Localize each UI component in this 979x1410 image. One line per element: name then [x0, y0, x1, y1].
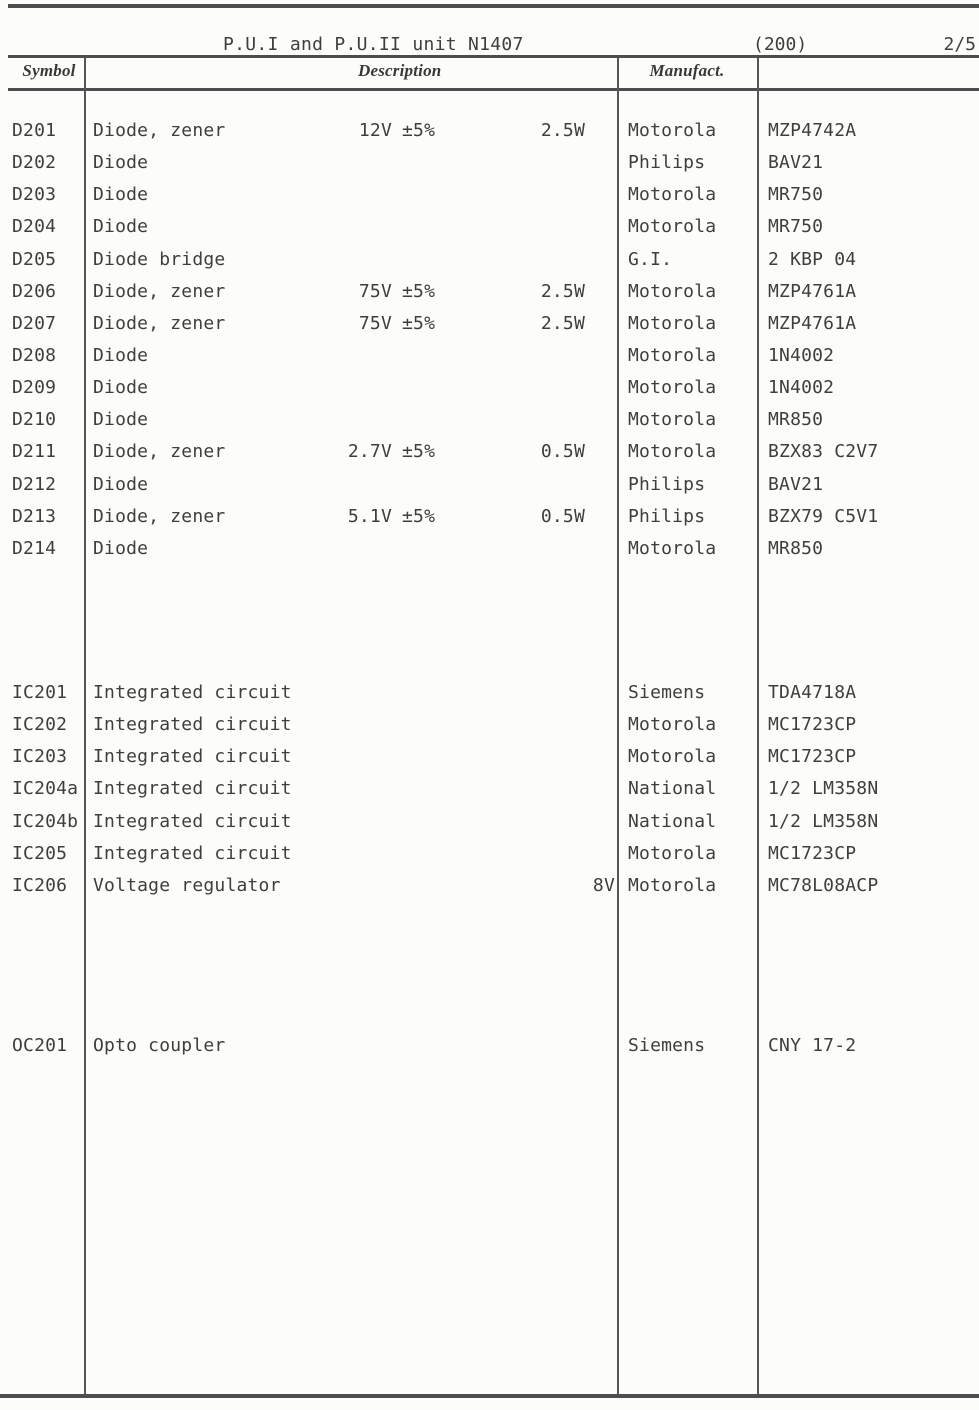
voltage-value: 2.7V [347, 441, 392, 463]
symbol-cell: OC201 [12, 1035, 68, 1056]
table-row [0, 773, 979, 805]
part-number-cell: MR750 [768, 216, 824, 238]
power-value: 0.5W [540, 441, 585, 463]
part-number-cell: BZX83 C2V7 [768, 441, 879, 463]
column-header-symbol: Symbol [22, 61, 76, 80]
top-rule [8, 4, 979, 8]
part-number-cell: 1N4002 [768, 377, 835, 399]
tolerance-value: ±5% [402, 280, 436, 302]
tolerance-value: ±5% [402, 505, 436, 527]
description-cell: Integrated circuit [93, 778, 292, 800]
part-number-cell: MR850 [768, 409, 824, 431]
description-cell: Diode [93, 409, 149, 431]
part-number-cell: 1/2 LM358N [768, 810, 879, 832]
description-cell: Opto coupler [93, 1035, 226, 1056]
rating-value: 8V [592, 874, 615, 896]
part-number-cell: MC1723CP [768, 746, 857, 768]
description-cell: Integrated circuit [93, 810, 292, 832]
table-row [0, 340, 979, 372]
part-number-cell: MC78L08ACP [768, 874, 879, 896]
manufacturer-cell: Motorola [628, 714, 717, 736]
symbol-cell: D209 [12, 377, 57, 399]
symbol-cell: D213 [12, 505, 57, 527]
table-row [0, 115, 979, 147]
part-number-cell: 1N4002 [768, 344, 835, 366]
part-number-cell: TDA4718A [768, 682, 857, 703]
bottom-rule [0, 1394, 979, 1398]
symbol-cell: D212 [12, 473, 57, 495]
symbol-cell: D204 [12, 216, 57, 238]
part-number-cell: MZP4742A [768, 120, 857, 141]
table-row [0, 211, 979, 243]
page-number: 2/5 [943, 34, 976, 55]
description-cell: Diode [93, 473, 149, 495]
symbol-cell: D205 [12, 248, 57, 270]
page-title: P.U.I and P.U.II unit N1407 [223, 34, 524, 55]
tolerance-value: ±5% [402, 441, 436, 463]
voltage-value: 12V [358, 120, 392, 141]
table-row [0, 741, 979, 773]
part-number-cell: MR850 [768, 537, 824, 559]
manufacturer-cell: Philips [628, 505, 706, 527]
table-section-opto-couplers [0, 1030, 979, 1062]
description-cell: Diode [93, 184, 149, 206]
symbol-cell: D203 [12, 184, 57, 206]
symbol-cell: D210 [12, 409, 57, 431]
manufacturer-cell: Motorola [628, 409, 717, 431]
manufacturer-cell: Motorola [628, 312, 717, 334]
table-row [0, 244, 979, 276]
part-number-cell: MZP4761A [768, 280, 857, 302]
symbol-cell: IC201 [12, 682, 68, 703]
manufacturer-cell: Philips [628, 473, 706, 495]
tolerance-value: ±5% [402, 312, 436, 334]
table-row [0, 677, 979, 709]
part-number-cell: BAV21 [768, 152, 824, 174]
power-value: 2.5W [540, 280, 585, 302]
part-number-cell: 1/2 LM358N [768, 778, 879, 800]
part-number-cell: 2 KBP 04 [768, 248, 857, 270]
part-number-cell: BZX79 C5V1 [768, 505, 879, 527]
manufacturer-cell: Siemens [628, 1035, 706, 1056]
manufacturer-cell: Motorola [628, 746, 717, 768]
manufacturer-cell: Motorola [628, 344, 717, 366]
table-row [0, 1030, 979, 1062]
symbol-cell: D202 [12, 152, 57, 174]
power-value: 2.5W [540, 312, 585, 334]
symbol-cell: D211 [12, 441, 57, 463]
manufacturer-cell: Motorola [628, 537, 717, 559]
table-row [0, 436, 979, 468]
symbol-cell: IC204a [12, 778, 79, 800]
manufacturer-cell: National [628, 810, 717, 832]
description-cell: Integrated circuit [93, 682, 292, 703]
table-row [0, 870, 979, 902]
doc-number: (200) [753, 34, 808, 55]
description-cell: Diode [93, 152, 149, 174]
description-cell: Diode, zener [93, 505, 226, 527]
description-cell: Diode [93, 537, 149, 559]
part-number-cell: BAV21 [768, 473, 824, 495]
power-value: 2.5W [540, 120, 585, 141]
part-number-cell: MR750 [768, 184, 824, 206]
column-header-manufacturer: Manufact. [649, 61, 725, 80]
symbol-cell: IC204b [12, 810, 79, 832]
column-header-description: Description [358, 61, 442, 80]
description-cell: Integrated circuit [93, 746, 292, 768]
description-cell: Integrated circuit [93, 714, 292, 736]
table-row [0, 501, 979, 533]
part-number-cell: MZP4761A [768, 312, 857, 334]
description-cell: Integrated circuit [93, 842, 292, 864]
manufacturer-cell: Motorola [628, 377, 717, 399]
description-cell: Diode [93, 216, 149, 238]
description-cell: Diode [93, 377, 149, 399]
voltage-value: 5.1V [347, 505, 392, 527]
manufacturer-cell: Philips [628, 152, 706, 174]
symbol-cell: IC202 [12, 714, 68, 736]
manufacturer-cell: Motorola [628, 216, 717, 238]
table-row [0, 469, 979, 501]
voltage-value: 75V [358, 312, 392, 334]
manufacturer-cell: Motorola [628, 842, 717, 864]
manufacturer-cell: Motorola [628, 120, 717, 141]
table-row [0, 179, 979, 211]
voltage-value: 75V [358, 280, 392, 302]
table-row [0, 276, 979, 308]
manufacturer-cell: Motorola [628, 280, 717, 302]
manufacturer-cell: Motorola [628, 874, 717, 896]
table-row [0, 404, 979, 436]
symbol-cell: IC203 [12, 746, 68, 768]
table-section-integrated-circuits [0, 677, 979, 902]
table-section-diodes [0, 115, 979, 565]
description-cell: Diode [93, 344, 149, 366]
part-number-cell: MC1723CP [768, 842, 857, 864]
part-number-cell: CNY 17-2 [768, 1035, 857, 1056]
symbol-cell: D208 [12, 344, 57, 366]
symbol-cell: D206 [12, 280, 57, 302]
description-cell: Diode, zener [93, 441, 226, 463]
table-row [0, 806, 979, 838]
symbol-cell: IC205 [12, 842, 68, 864]
symbol-cell: D207 [12, 312, 57, 334]
description-cell: Diode bridge [93, 248, 226, 270]
manufacturer-cell: G.I. [628, 248, 673, 270]
title-underline-rule [8, 55, 979, 58]
symbol-cell: D214 [12, 537, 57, 559]
symbol-cell: D201 [12, 120, 57, 141]
manufacturer-cell: Siemens [628, 682, 706, 703]
power-value: 0.5W [540, 505, 585, 527]
manufacturer-cell: Motorola [628, 441, 717, 463]
description-cell: Diode, zener [93, 120, 226, 141]
manufacturer-cell: National [628, 778, 717, 800]
description-cell: Diode, zener [93, 280, 226, 302]
symbol-cell: IC206 [12, 874, 68, 896]
table-row [0, 308, 979, 340]
table-row [0, 838, 979, 870]
part-number-cell: MC1723CP [768, 714, 857, 736]
description-cell: Voltage regulator [93, 874, 281, 896]
header-underline-rule [8, 88, 979, 91]
table-row [0, 147, 979, 179]
tolerance-value: ±5% [402, 120, 436, 141]
table-row [0, 709, 979, 741]
manufacturer-cell: Motorola [628, 184, 717, 206]
table-row [0, 372, 979, 404]
description-cell: Diode, zener [93, 312, 226, 334]
table-row [0, 533, 979, 565]
